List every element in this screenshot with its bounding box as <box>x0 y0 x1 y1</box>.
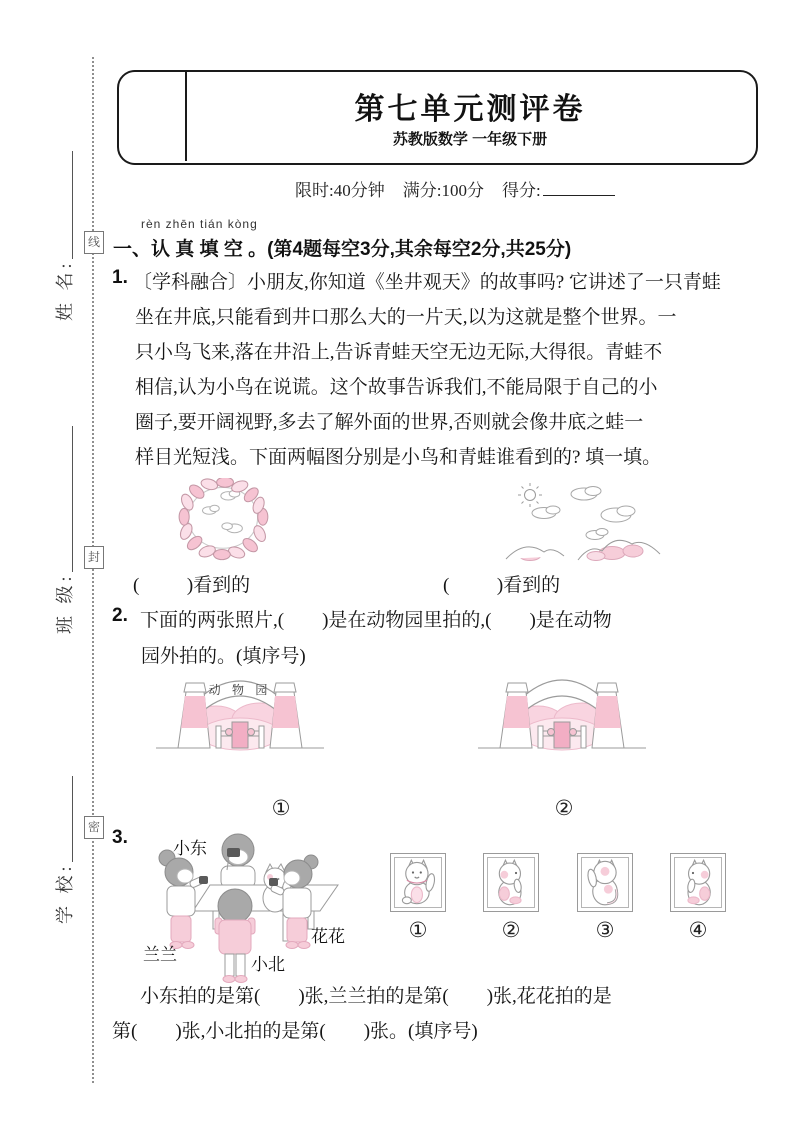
zoo-gate-sign: 动 物 园 <box>208 683 272 697</box>
photo-label-3: ③ <box>595 918 615 942</box>
camera-icon <box>227 848 240 857</box>
score-label: 得分: <box>501 181 541 200</box>
q1-line-6: 样目光短浅。下面两幅图分别是小鸟和青蛙谁看到的? 填一填。 <box>135 447 662 468</box>
q1-blank-right: ( )看到的 <box>443 575 561 596</box>
q1-line-1: 〔学科融合〕小朋友,你知道《坐井观天》的故事吗? 它讲述了一只青蛙 <box>133 272 721 293</box>
score-blank-line <box>543 181 615 196</box>
cat-back-view <box>582 858 628 907</box>
section-note: (第4题每空3分,其余每空2分,共25分) <box>267 239 572 260</box>
cat-photo-2 <box>483 853 539 912</box>
section-heading <box>113 234 571 261</box>
q1-line-4: 相信,认为小鸟在说谎。这个故事告诉我们,不能局限于自己的小 <box>135 377 658 398</box>
time-limit: 限时:40分钟 <box>295 181 385 200</box>
photo-label-1: ① <box>408 918 428 942</box>
seal-char-mi: 密 <box>84 816 104 839</box>
mountains <box>506 540 660 560</box>
q3-line-1: 小东拍的是第( )张,兰兰拍的是第( )张,花花拍的是 <box>140 986 612 1007</box>
student-class-field <box>53 418 77 634</box>
cat-right-side-view <box>488 858 534 907</box>
name-label: 姓 名: <box>55 259 75 321</box>
seal-dotted-line <box>92 57 94 1083</box>
zoo-gate-front-illustration <box>156 670 324 788</box>
left-pillar <box>178 683 210 748</box>
label-xiaodong: 小东 <box>173 839 207 858</box>
photo-inner-frame <box>487 857 535 908</box>
page-subtitle: 苏教版数学 一年级下册 <box>392 131 548 148</box>
q1-line-5: 圈子,要开阔视野,多去了解外面的世界,否则就会像井底之蛙一 <box>135 412 644 433</box>
kids-photographing-scene <box>115 826 367 996</box>
zoo-gate-back-illustration <box>478 670 646 788</box>
label-lanlan: 兰兰 <box>143 945 177 964</box>
figure-xiaobei <box>215 889 255 983</box>
label-xiaobei: 小北 <box>251 955 285 974</box>
gate-label-1: ① <box>271 796 291 820</box>
well-opening-illustration <box>170 478 278 564</box>
q3-number: 3. <box>112 827 128 848</box>
q1-blank-left: ( )看到的 <box>133 575 251 596</box>
cloud-icon <box>532 487 635 540</box>
photo-label-2: ② <box>501 918 521 942</box>
cat-photo-3 <box>577 853 633 912</box>
camera-icon <box>269 878 278 886</box>
school-blank-line <box>71 776 73 862</box>
photo-inner-frame <box>394 857 442 908</box>
seal-char-feng: 封 <box>84 546 104 569</box>
gate-label-2: ② <box>554 796 574 820</box>
seal-char-xian: 线 <box>84 231 104 254</box>
sun-icon <box>518 483 542 507</box>
student-name-field <box>53 143 77 321</box>
cat-photo-1 <box>390 853 446 912</box>
section-pinyin: rèn zhēn tián kòng <box>141 217 258 231</box>
label-huahua: 花花 <box>311 927 345 946</box>
camera-icon <box>199 876 208 884</box>
figure-xiaodong <box>221 834 255 888</box>
q2-number: 2. <box>112 605 128 626</box>
q2-line-2: 园外拍的。(填序号) <box>141 646 306 667</box>
photo-inner-frame <box>581 857 629 908</box>
open-sky-illustration <box>492 482 667 562</box>
student-school-field <box>53 768 77 924</box>
photo-inner-frame <box>674 857 722 908</box>
cat-photo-4 <box>670 853 726 912</box>
q2-line-1: 下面的两张照片,( )是在动物园里拍的,( )是在动物 <box>140 610 612 631</box>
photo-label-4: ④ <box>688 918 708 942</box>
section-title: 一、认 真 填 空 。 <box>113 239 268 260</box>
right-pillar <box>270 683 302 748</box>
kids-scene-illustration <box>115 826 367 996</box>
q1-number: 1. <box>112 267 128 288</box>
q3-line-2: 第( )张,小北拍的是第( )张。(填序号) <box>112 1021 478 1042</box>
q1-line-3: 只小鸟飞来,落在井沿上,告诉青蛙天空无边无际,大得很。青蛙不 <box>135 342 663 363</box>
q1-line-2: 坐在井底,只能看到井口那么大的一片天,以为这就是整个世界。一 <box>135 307 677 328</box>
class-label: 班 级: <box>55 572 75 634</box>
cat-front-view <box>395 858 441 907</box>
full-score: 满分:100分 <box>402 181 484 200</box>
exam-info-line <box>295 176 633 201</box>
name-blank-line <box>71 151 73 259</box>
school-label: 学 校: <box>55 862 75 924</box>
page-title: 第七单元测评卷 <box>354 93 586 126</box>
class-blank-line <box>71 426 73 572</box>
cat-left-side-view <box>675 858 721 907</box>
